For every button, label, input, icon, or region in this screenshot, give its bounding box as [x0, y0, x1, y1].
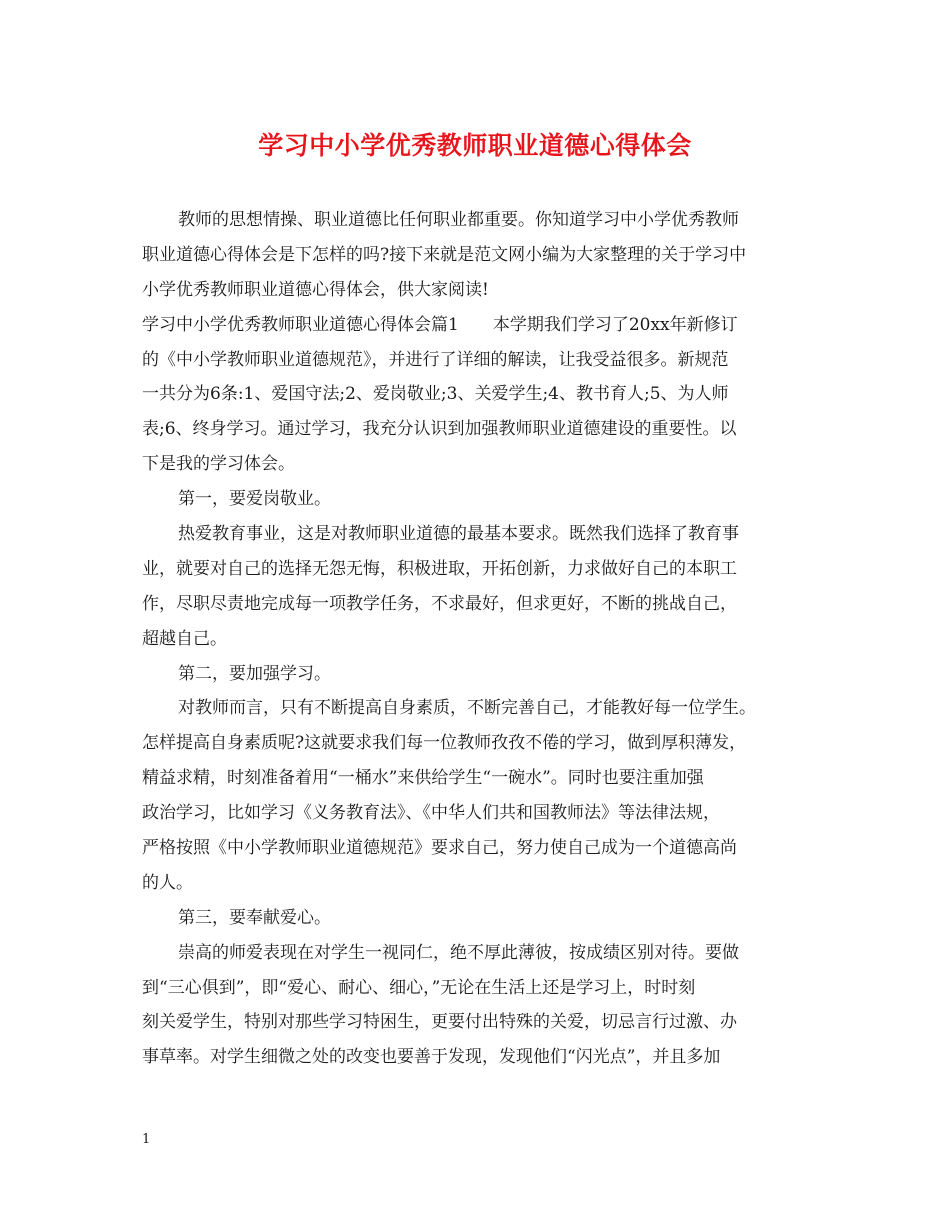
page-number: 1: [142, 1132, 151, 1147]
paragraph-line: 到“三心俱到”，即“爱心、耐心、细心，”无论在生活上还是学习上，时时刻: [142, 977, 696, 998]
paragraph-line: 刻关爱学生，特别对那些学习特困生，更要付出特殊的关爱，切忌言行过激、办: [142, 1012, 737, 1033]
paragraph-line: 严格按照《中小学教师职业道德规范》要求自己，努力使自己成为一个道德高尚: [142, 838, 737, 859]
section-heading: 第二，要加强学习。: [178, 663, 331, 684]
paragraph-line: 的人。: [142, 872, 193, 893]
paragraph-line: 事草率。对学生细微之处的改变也要善于发现，发现他们“闪光点”，并且多加: [142, 1047, 721, 1068]
paragraph-line: 精益求精，时刻准备着用“一桶水”来供给学生“一碗水”。同时也要注重加强: [142, 768, 704, 789]
paragraph-line: 下是我的学习体会。: [142, 454, 295, 475]
document-title: 学习中小学优秀教师职业道德心得体会: [258, 131, 692, 160]
section-heading: 第一，要爱岗敬业。: [178, 489, 331, 510]
paragraph-line: 职业道德心得体会是下怎样的吗?接下来就是范文网小编为大家整理的关于学习中: [142, 244, 747, 265]
paragraph-line: 学习中小学优秀教师职业道德心得体会篇1 本学期我们学习了20xx年新修订: [142, 314, 738, 335]
paragraph-line: 小学优秀教师职业道德心得体会，供大家阅读!: [142, 279, 489, 300]
paragraph-line: 崇高的师爱表现在对学生一视同仁，绝不厚此薄彼，按成绩区别对待。要做: [178, 942, 739, 963]
document-body: [142, 203, 812, 1075]
paragraph-line: 的《中小学教师职业道德规范》，并进行了详细的解读，让我受益很多。新规范: [142, 349, 729, 370]
paragraph-line: 怎样提高自身素质呢?这就要求我们每一位教师孜孜不倦的学习，做到厚积薄发，: [142, 733, 747, 754]
paragraph-line: 业，就要对自己的选择无怨无悔，积极进取，开拓创新，力求做好自己的本职工: [142, 558, 737, 579]
paragraph-line: 教师的思想情操、职业道德比任何职业都重要。你知道学习中小学优秀教师: [178, 210, 739, 230]
paragraph-line: 一共分为6条:1、爱国守法;2、爱岗敬业;3、关爱学生;4、教书育人;5、为人师: [142, 384, 729, 405]
paragraph-line: 热爱教育事业，这是对教师职业道德的最基本要求。既然我们选择了教育事: [178, 524, 739, 545]
paragraph-line: 作，尽职尽责地完成每一项教学任务，不求最好，但求更好，不断的挑战自己，: [142, 593, 737, 614]
paragraph-line: 超越自己。: [142, 628, 227, 649]
section-heading: 第三，要奉献爱心。: [178, 907, 331, 928]
paragraph-line: 对教师而言，只有不断提高自身素质，不断完善自己，才能教好每一位学生。: [178, 698, 756, 719]
paragraph-line: 政治学习，比如学习《义务教育法》、《中华人们共和国教师法》等法律法规，: [142, 803, 720, 824]
paragraph-line: 表;6、终身学习。通过学习，我充分认识到加强教师职业道德建设的重要性。以: [142, 419, 737, 440]
